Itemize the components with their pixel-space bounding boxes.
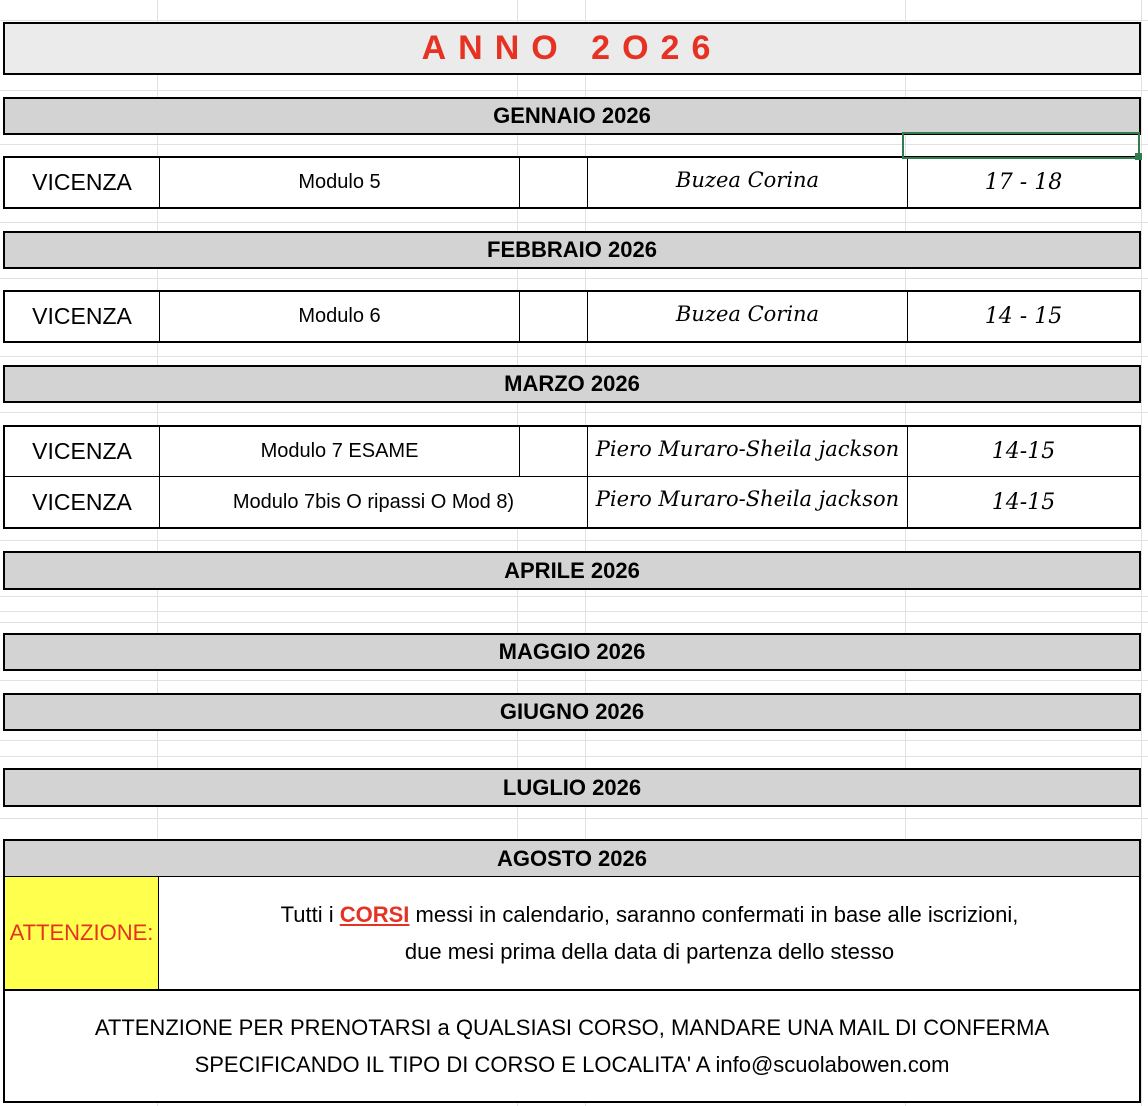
course-empty-cell <box>519 427 587 476</box>
attention-label: ATTENZIONE: <box>5 877 159 989</box>
month-header-giugno[interactable] <box>3 693 1141 731</box>
course-row[interactable] <box>3 476 1141 529</box>
month-header-gennaio[interactable] <box>3 97 1141 135</box>
course-row[interactable] <box>3 425 1141 478</box>
course-dates: 14-15 <box>907 477 1139 527</box>
course-module: Modulo 6 <box>159 292 519 341</box>
attention-notice[interactable] <box>3 876 1141 991</box>
attention-text <box>160 877 1139 989</box>
month-label: FEBBRAIO 2026 <box>487 237 657 262</box>
month-label: AGOSTO 2026 <box>497 845 647 871</box>
corsi-highlight: CORSI <box>339 902 410 927</box>
course-row[interactable] <box>3 290 1141 343</box>
month-label: APRILE 2026 <box>504 557 640 583</box>
course-city: VICENZA <box>32 169 132 195</box>
course-teacher: Piero Muraro-Sheila jackson <box>587 427 907 476</box>
month-header-luglio[interactable] <box>3 768 1141 807</box>
fill-handle[interactable] <box>1135 153 1142 160</box>
month-header-agosto[interactable] <box>3 839 1141 878</box>
course-dates: 14 - 15 <box>907 292 1139 341</box>
course-module: Modulo 7bis O ripassi O Mod 8) <box>159 477 587 527</box>
attention-line-2: due mesi prima della data di partenza dello stesso <box>404 939 895 964</box>
course-teacher: Buzea Corina <box>587 292 907 341</box>
month-header-aprile[interactable] <box>3 551 1141 590</box>
month-label: LUGLIO 2026 <box>502 774 642 800</box>
course-empty-cell <box>519 158 587 207</box>
course-dates: 17 - 18 <box>907 158 1139 207</box>
month-label: GENNAIO 2026 <box>493 103 651 128</box>
course-module: Modulo 7 ESAME <box>159 427 519 476</box>
course-module: Modulo 5 <box>159 158 519 207</box>
course-empty-cell <box>519 292 587 341</box>
year-title: ANNO 2O26 <box>421 29 723 67</box>
month-label: GIUGNO 2026 <box>499 699 645 724</box>
booking-instructions[interactable] <box>3 990 1141 1103</box>
course-row[interactable] <box>3 156 1141 209</box>
course-city: VICENZA <box>32 438 132 464</box>
year-title-bar[interactable] <box>3 22 1141 75</box>
month-label: MARZO 2026 <box>504 371 640 396</box>
month-header-febbraio[interactable] <box>3 231 1141 269</box>
month-header-marzo[interactable] <box>3 365 1141 403</box>
booking-line-1: ATTENZIONE PER PRENOTARSI a QUALSIASI CORSO, MANDARE UNA MAIL DI CONFERMA <box>94 1015 1050 1040</box>
booking-line-2: SPECIFICANDO IL TIPO DI CORSO E LOCALITA' A info@scuolabowen.com <box>194 1052 950 1077</box>
course-city: VICENZA <box>32 488 132 515</box>
course-teacher: Piero Muraro-Sheila jackson <box>587 477 907 527</box>
course-city: VICENZA <box>32 303 132 329</box>
selected-cell-outline[interactable] <box>902 132 1140 159</box>
month-header-maggio[interactable] <box>3 633 1141 671</box>
attention-line-1: Tutti i CORSI messi in calendario, saranno confermati in base alle iscrizioni, <box>280 902 1019 927</box>
course-dates: 14-15 <box>907 427 1139 476</box>
month-label: MAGGIO 2026 <box>498 639 646 664</box>
course-teacher: Buzea Corina <box>587 158 907 207</box>
